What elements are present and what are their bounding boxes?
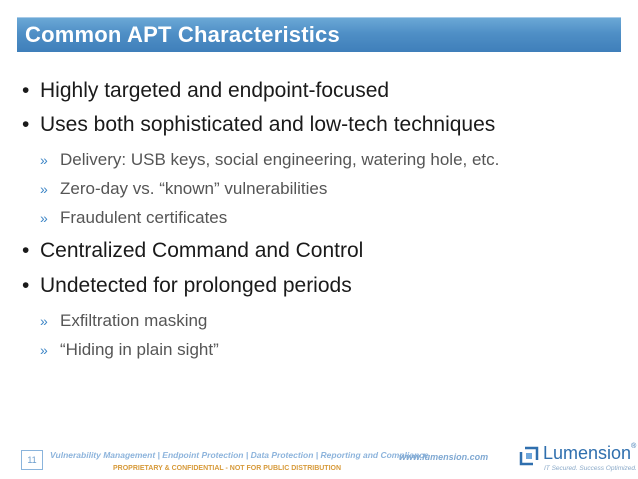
- bullet-text: Highly targeted and endpoint-focused: [40, 79, 390, 102]
- slide-title: Common APT Characteristics: [25, 22, 340, 47]
- bullet-dot-icon: •: [22, 239, 30, 262]
- registered-mark: ®: [631, 443, 637, 450]
- footer-tagline: Vulnerability Management | Endpoint Protection | Data Protection | Reporting and Compliance: [50, 450, 429, 460]
- bullet-dot-icon: •: [22, 274, 30, 297]
- chevron-icon: »: [40, 313, 48, 329]
- bullet-dot-icon: •: [22, 113, 30, 136]
- bullet-text: “Hiding in plain sight”: [60, 340, 219, 359]
- bullet-text: Centralized Command and Control: [40, 239, 364, 262]
- chevron-icon: »: [40, 152, 48, 168]
- lumension-logo-icon: [519, 446, 539, 466]
- chevron-icon: »: [40, 342, 48, 358]
- website-link[interactable]: www.lumension.com: [399, 452, 489, 462]
- bullet-text: Undetected for prolonged periods: [40, 274, 352, 297]
- bullet-text: Fraudulent certificates: [60, 208, 228, 227]
- bullet-text: Zero-day vs. “known” vulnerabilities: [60, 179, 328, 198]
- brand-name: Lumension®: [543, 443, 637, 463]
- bullet-text: Uses both sophisticated and low-tech techniques: [40, 113, 496, 136]
- confidentiality-notice: PROPRIETARY & CONFIDENTIAL - NOT FOR PUBLIC DISTRIBUTION: [113, 465, 342, 472]
- bullet-text: Delivery: USB keys, social engineering, watering hole, etc.: [60, 150, 500, 169]
- brand-slogan: IT Secured. Success Optimized.: [544, 465, 637, 472]
- chevron-icon: »: [40, 210, 48, 226]
- chevron-icon: »: [40, 181, 48, 197]
- slide-footer: [0, 440, 638, 479]
- bullet-dot-icon: •: [22, 79, 30, 102]
- bullet-text: Exfiltration masking: [60, 311, 208, 330]
- page-number: 11: [21, 450, 43, 470]
